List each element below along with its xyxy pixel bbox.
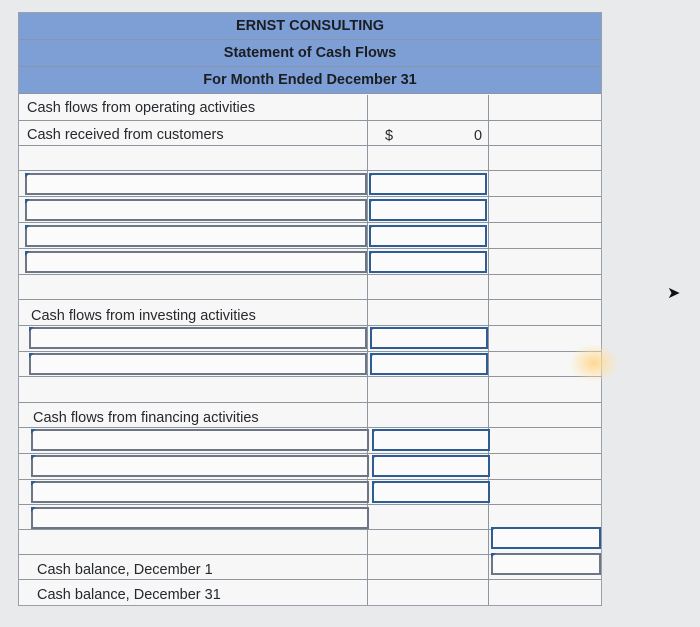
operating-amount-input-3[interactable] <box>369 225 487 247</box>
financing-amount-input-1[interactable] <box>372 429 490 451</box>
row-line <box>19 402 601 403</box>
row-line <box>19 325 601 326</box>
investing-amount-input-2[interactable] <box>370 353 488 375</box>
row-line <box>19 248 601 249</box>
screen-glare <box>570 345 618 381</box>
operating-item-input-3[interactable] <box>25 225 367 247</box>
net-change-total-input[interactable] <box>491 527 601 549</box>
currency-symbol: $ <box>385 128 394 144</box>
row-line <box>19 427 601 428</box>
row-line <box>19 376 601 377</box>
operating-item-input-4[interactable] <box>25 251 367 273</box>
row-line <box>19 145 601 146</box>
row-line <box>19 453 601 454</box>
row-line <box>19 222 601 223</box>
row-line <box>19 479 601 480</box>
financing-heading: Cash flows from financing activities <box>33 410 259 426</box>
cash-flow-worksheet <box>18 12 602 606</box>
row-line <box>19 120 601 121</box>
row-line <box>19 170 601 171</box>
operating-amount-input-1[interactable] <box>369 173 487 195</box>
operating-amount-input-2[interactable] <box>369 199 487 221</box>
company-name: ERNST CONSULTING <box>19 13 601 40</box>
cash-received-label: Cash received from customers <box>27 127 224 143</box>
mouse-pointer-icon: ➤ <box>667 285 681 302</box>
operating-heading: Cash flows from operating activities <box>27 100 256 116</box>
row-line <box>19 196 601 197</box>
operating-item-input-1[interactable] <box>25 173 367 195</box>
cash-begin-input[interactable] <box>491 553 601 575</box>
investing-amount-input-1[interactable] <box>370 327 488 349</box>
investing-heading: Cash flows from investing activities <box>31 308 256 324</box>
financing-item-input-3[interactable] <box>31 481 369 503</box>
row-line <box>19 579 601 580</box>
investing-item-input-2[interactable] <box>29 353 367 375</box>
row-line <box>19 299 601 300</box>
cash-balance-end-label: Cash balance, December 31 <box>37 587 221 603</box>
investing-item-input-1[interactable] <box>29 327 367 349</box>
row-line <box>19 274 601 275</box>
financing-item-input-4[interactable] <box>31 507 369 529</box>
financing-item-input-2[interactable] <box>31 455 369 477</box>
financing-amount-input-2[interactable] <box>372 455 490 477</box>
row-line <box>19 504 601 505</box>
statement-title: Statement of Cash Flows <box>19 40 601 67</box>
cash-received-value: 0 <box>474 128 483 144</box>
operating-amount-input-4[interactable] <box>369 251 487 273</box>
operating-item-input-2[interactable] <box>25 199 367 221</box>
financing-item-input-1[interactable] <box>31 429 369 451</box>
row-line <box>19 351 601 352</box>
cash-balance-begin-label: Cash balance, December 1 <box>37 562 213 578</box>
financing-amount-input-3[interactable] <box>372 481 490 503</box>
statement-period: For Month Ended December 31 <box>19 67 601 94</box>
